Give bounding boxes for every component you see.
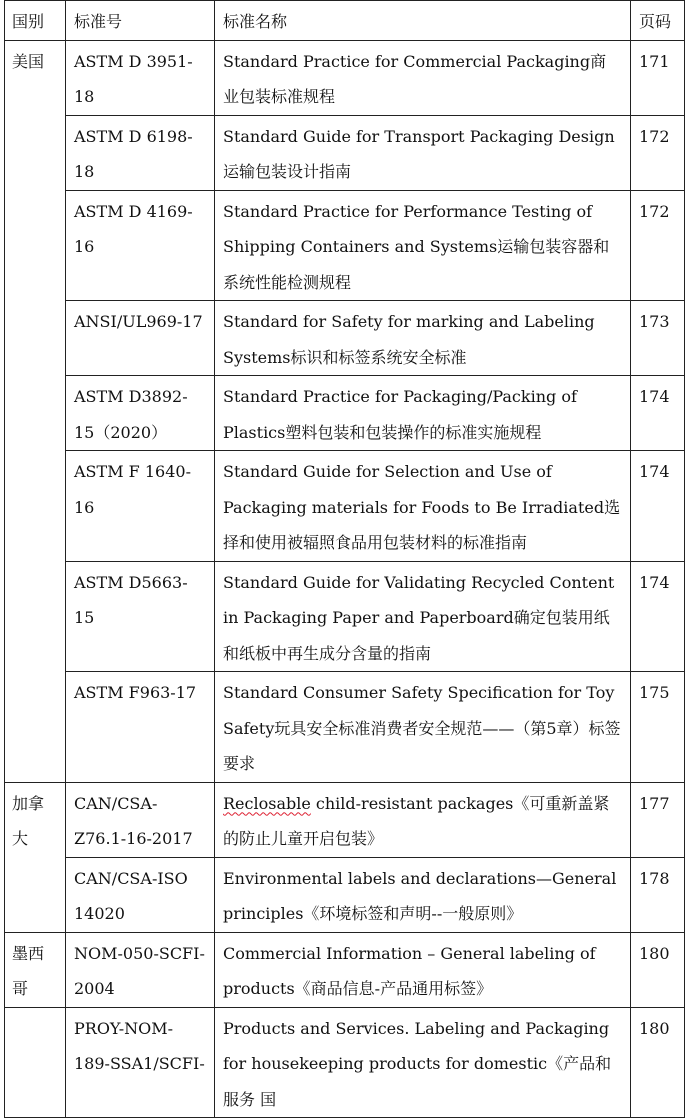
standards-table-container <box>4 0 684 1118</box>
table-row <box>5 782 685 857</box>
country-cell-mexico: 墨西哥 <box>5 932 66 1007</box>
page-cell: 174 <box>631 376 685 451</box>
table-row <box>5 451 685 562</box>
standard-name-cell: Standard for Safety for marking and Labeling Systems标识和标签系统安全标准 <box>215 301 631 376</box>
page-cell: 177 <box>631 782 685 857</box>
standard-no-cell: NOM-050-SCFI-2004 <box>66 932 215 1007</box>
standard-name-cell: Standard Practice for Performance Testing of Shipping Containers and Systems运输包装容器和系统性能检测规程 <box>215 190 631 301</box>
standard-no-cell: PROY-NOM-189-SSA1/SCFI- <box>66 1007 215 1118</box>
page-cell: 174 <box>631 451 685 562</box>
table-row <box>5 190 685 301</box>
page-cell: 172 <box>631 190 685 301</box>
country-cell-canada: 加拿大 <box>5 782 66 932</box>
standard-name-cell: Environmental labels and declarations—General principles《环境标签和声明--一般原则》 <box>215 857 631 932</box>
table-row <box>5 561 685 672</box>
table-row <box>5 301 685 376</box>
standard-name-cell: Standard Consumer Safety Specification for Toy Safety玩具安全标准消费者安全规范——（第5章）标签要求 <box>215 672 631 783</box>
standard-name-cell: Standard Practice for Packaging/Packing of Plastics塑料包装和包装操作的标准实施规程 <box>215 376 631 451</box>
table-row <box>5 672 685 783</box>
standard-no-cell: ASTM F963-17 <box>66 672 215 783</box>
page-cell: 173 <box>631 301 685 376</box>
standard-no-cell: ASTM D 6198-18 <box>66 115 215 190</box>
header-country: 国别 <box>5 1 66 41</box>
standard-name-cell: Standard Guide for Transport Packaging Design运输包装设计指南 <box>215 115 631 190</box>
standard-name-cell: Products and Services. Labeling and Packaging for housekeeping products for domestic《产品和服务 国 <box>215 1007 631 1118</box>
standard-name-cell: Standard Guide for Selection and Use of Packaging materials for Foods to Be Irradiated选择和使用被辐照食品用包装材料的标准指南 <box>215 451 631 562</box>
standard-no-cell: ASTM D 3951-18 <box>66 40 215 115</box>
standard-no-cell: ASTM D 4169-16 <box>66 190 215 301</box>
standard-no-cell: CAN/CSA-Z76.1-16-2017 <box>66 782 215 857</box>
country-cell-empty <box>5 1007 66 1118</box>
standard-name-cell: Standard Practice for Commercial Packaging商业包装标准规程 <box>215 40 631 115</box>
page-cell: 180 <box>631 1007 685 1118</box>
spellcheck-underlined-word: Reclosable <box>223 793 311 813</box>
header-page: 页码 <box>631 1 685 41</box>
standard-no-cell: ASTM D3892-15（2020） <box>66 376 215 451</box>
standard-name-cell: Standard Guide for Validating Recycled Content in Packaging Paper and Paperboard确定包装用纸和纸板中再生成分含量的指南 <box>215 561 631 672</box>
page-cell: 178 <box>631 857 685 932</box>
header-standard-name: 标准名称 <box>215 1 631 41</box>
standard-name-cell: Commercial Information – General labeling of products《商品信息-产品通用标签》 <box>215 932 631 1007</box>
page-cell: 172 <box>631 115 685 190</box>
table-row <box>5 376 685 451</box>
table-row <box>5 115 685 190</box>
table-row <box>5 932 685 1007</box>
table-header-row <box>5 1 685 41</box>
page-cell: 171 <box>631 40 685 115</box>
table-row <box>5 1007 685 1118</box>
page-cell: 180 <box>631 932 685 1007</box>
standards-table <box>4 0 685 1118</box>
table-row <box>5 40 685 115</box>
header-standard-no: 标准号 <box>66 1 215 41</box>
standard-no-cell: ANSI/UL969-17 <box>66 301 215 376</box>
page-cell: 174 <box>631 561 685 672</box>
standard-name-cell <box>215 782 631 857</box>
standard-no-cell: ASTM F 1640-16 <box>66 451 215 562</box>
standard-name-text: child-resistant packages《可重新盖紧的防止儿童开启包装》 <box>223 793 610 848</box>
standard-no-cell: ASTM D5663-15 <box>66 561 215 672</box>
standard-no-cell: CAN/CSA-ISO 14020 <box>66 857 215 932</box>
table-row <box>5 857 685 932</box>
country-cell-us: 美国 <box>5 40 66 782</box>
page-cell: 175 <box>631 672 685 783</box>
